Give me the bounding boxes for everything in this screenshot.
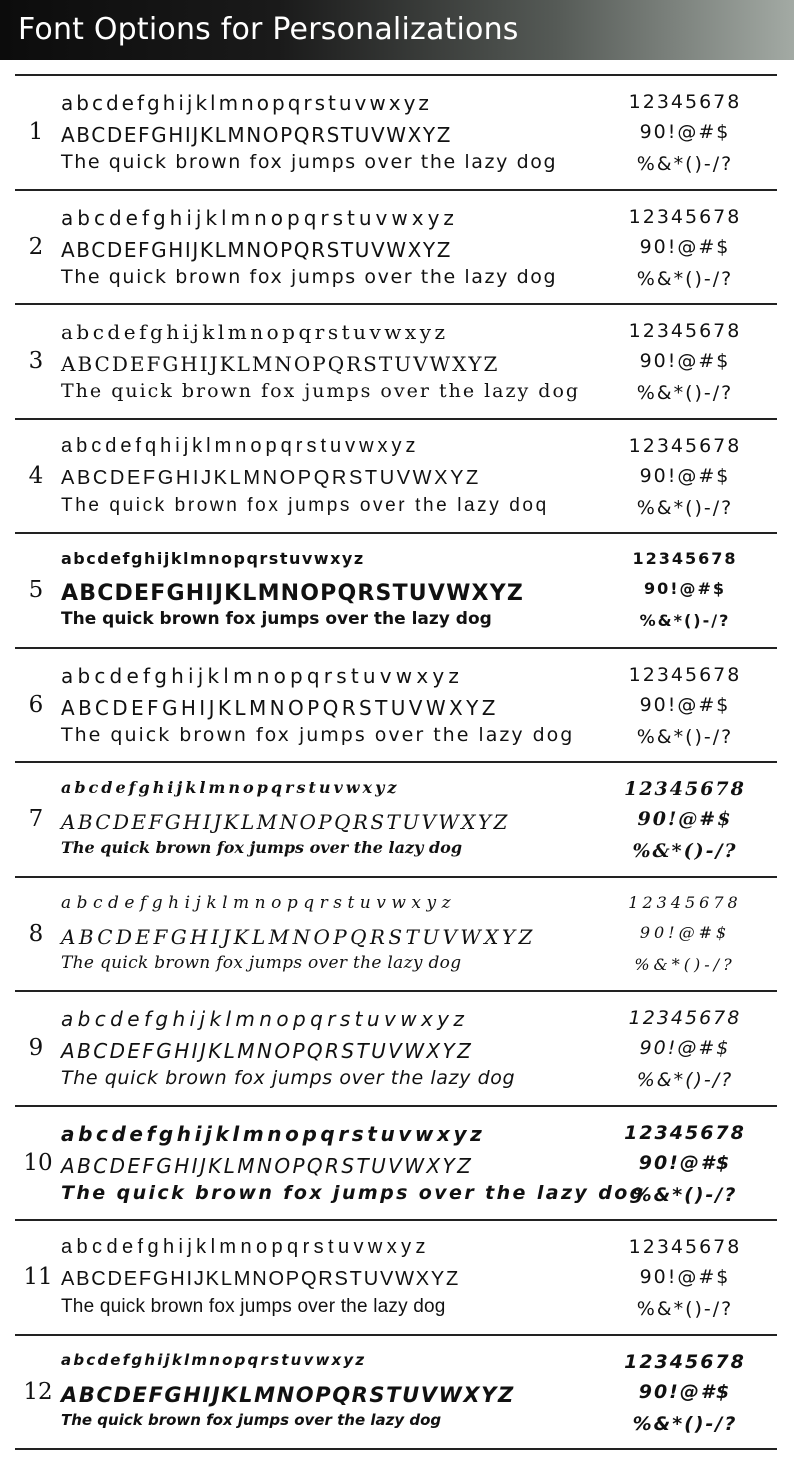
font-number: 1 <box>28 119 44 146</box>
digits-symbols-sample: 90!@#$ <box>639 693 731 716</box>
pangram-sample: The quick brown fox jumps over the lazy dog <box>61 952 462 973</box>
symbols-sample: %&*()-/? <box>636 496 734 519</box>
font-option-2 <box>15 191 777 304</box>
digits-sample: 12345678 <box>624 778 746 800</box>
font-option-1 <box>15 76 777 189</box>
pangram-sample: The quick brown fox jumps over the lazy dog <box>61 265 558 288</box>
uppercase-sample: ABCDEFGHIJKLMNOPQRSTUVWXYZ <box>61 810 510 834</box>
digits-symbols-sample: 90!@#$ <box>639 464 731 487</box>
symbols-sample: %&*()-/? <box>639 611 731 630</box>
font-option-11 <box>15 1221 777 1334</box>
font-option-5 <box>15 534 777 647</box>
font-options-list <box>15 74 777 1450</box>
font-number: 11 <box>23 1264 53 1291</box>
uppercase-sample: ABCDEFGHIJKLMNOPQRSTUVWXYZ <box>61 1153 474 1178</box>
pangram-sample: The quick brown fox jumps over the lazy dog <box>61 151 558 173</box>
symbols-sample: %&*()-/? <box>634 954 736 974</box>
pangram-sample: The quick brown fox jumps over the lazy dog <box>61 1410 442 1429</box>
lowercase-sample: abcdefghijklmnopqrstuvwxyz <box>61 1236 430 1258</box>
font-number: 4 <box>28 462 44 489</box>
lowercase-sample: abcdefqhijklmnopqrstuvwxyz <box>61 434 420 457</box>
lowercase-sample: abcdefghijklmnopqrstuvwxyz <box>61 1007 469 1031</box>
digits-sample: 12345678 <box>628 1007 742 1029</box>
symbols-sample: %&*()-/? <box>636 725 734 748</box>
font-number: 6 <box>28 691 44 718</box>
symbols-sample: %&*()-/? <box>632 840 738 862</box>
lowercase-sample: abcdefghijklmnopqrstuvwxyz <box>61 91 432 115</box>
symbols-sample: %&*()-/? <box>636 1298 734 1320</box>
font-option-4 <box>15 420 777 533</box>
lowercase-sample: abcdefghijklmnopqrstuvwxyz <box>61 663 464 688</box>
font-option-10 <box>15 1107 777 1220</box>
pangram-sample: The quick brown fox jumps over the lazy dog <box>61 1296 446 1317</box>
symbols-sample: %&*()-/? <box>636 267 734 290</box>
digits-symbols-sample: 90!@#$ <box>639 922 731 942</box>
pangram-sample: The quick brown fox jumps over the lazy dog <box>61 609 492 629</box>
digits-symbols-sample: 90!@#$ <box>638 1380 732 1403</box>
digits-symbols-sample: 90!@#$ <box>639 121 731 143</box>
pangram-sample: The quick brown fox jumps over the lazy dog <box>61 723 575 746</box>
lowercase-sample: abcdefghijklmnopqrstuvwxyz <box>61 1121 486 1146</box>
symbols-sample: %&*()-/? <box>636 382 734 404</box>
digits-sample: 12345678 <box>628 892 742 912</box>
font-number: 8 <box>28 920 44 947</box>
uppercase-sample: ABCDEFGHIJKLMNOPQRSTUVWXYZ <box>61 123 453 147</box>
digits-symbols-sample: 90!@#$ <box>637 808 733 830</box>
digits-sample: 12345678 <box>632 549 738 568</box>
font-number: 10 <box>23 1149 53 1176</box>
uppercase-sample: ABCDEFGHIJKLMNOPQRSTUVWXYZ <box>61 1039 474 1063</box>
uppercase-sample: ABCDEFGHIJKLMNOPQRSTUVWXYZ <box>61 237 453 262</box>
lowercase-sample: abcdefghijklmnopqrstuvwxyz <box>61 892 457 913</box>
font-number: 7 <box>28 806 44 833</box>
uppercase-sample: ABCDEFGHIJKLMNOPQRSTUVWXYZ <box>61 924 536 949</box>
digits-symbols-sample: 90!@#$ <box>639 350 731 372</box>
symbols-sample: %&*()-/? <box>636 1069 734 1091</box>
font-option-8 <box>15 878 777 991</box>
digits-symbols-sample: 90!@#$ <box>639 1037 731 1059</box>
page-title: Font Options for Personalizations <box>18 12 519 47</box>
font-number: 9 <box>28 1035 44 1062</box>
digits-symbols-sample: 90!@#$ <box>639 235 731 258</box>
font-number: 3 <box>28 348 44 375</box>
uppercase-sample: ABCDEFGHIJKLMNOPQRSTUVWXYZ <box>61 1268 461 1290</box>
divider <box>15 1448 777 1450</box>
lowercase-sample: abcdefghijklmnopqrstuvwxyz <box>61 205 458 230</box>
digits-symbols-sample: 90!@#$ <box>639 1266 731 1288</box>
lowercase-sample: abcdefghijklmnopqrstuvwxyz <box>61 320 449 344</box>
pangram-sample: The quick brown fox jumps over the lazy dog <box>61 838 462 857</box>
font-option-3 <box>15 305 777 418</box>
uppercase-sample: ABCDEFGHIJKLMNOPQRSTUVWXYZ <box>61 581 524 606</box>
pangram-sample: The quick brown fox jumps over the lazy doq <box>61 494 549 516</box>
symbols-sample: %&*()-/? <box>636 153 734 175</box>
symbols-sample: %&*()-/? <box>632 1412 738 1435</box>
digits-sample: 12345678 <box>628 320 742 342</box>
pangram-sample: The quick brown fox jumps over the lazy dog <box>61 1067 516 1089</box>
pangram-sample: The quick brown fox jumps over the lazy dog <box>61 380 581 402</box>
pangram-sample: The quick brown fox jumps over the lazy dog <box>61 1181 646 1204</box>
digits-sample: 12345678 <box>628 434 742 457</box>
uppercase-sample: ABCDEFGHIJKLMNOPQRSTUVWXYZ <box>61 352 500 376</box>
font-number: 5 <box>28 577 44 604</box>
symbols-sample: %&*()-/? <box>632 1183 738 1206</box>
digits-sample: 12345678 <box>628 663 742 686</box>
font-option-9 <box>15 992 777 1105</box>
digits-sample: 12345678 <box>628 1236 742 1258</box>
font-option-7 <box>15 763 777 876</box>
digits-sample: 12345678 <box>624 1350 746 1373</box>
digits-symbols-sample: 90!@#$ <box>638 1151 732 1174</box>
font-option-12 <box>15 1336 777 1449</box>
digits-sample: 12345678 <box>628 91 742 113</box>
font-option-6 <box>15 649 777 762</box>
font-number: 12 <box>23 1378 53 1405</box>
uppercase-sample: ABCDEFGHIJKLMNOPQRSTUVWXYZ <box>61 466 481 489</box>
digits-sample: 12345678 <box>628 205 742 228</box>
font-number: 2 <box>28 233 44 260</box>
lowercase-sample: abcdefghijklmnopqrstuvwxyz <box>61 549 365 568</box>
lowercase-sample: abcdefghijklmnopqrstuvwxyz <box>61 1350 367 1369</box>
digits-sample: 12345678 <box>624 1121 746 1144</box>
digits-symbols-sample: 90!@#$ <box>643 579 727 598</box>
page-header <box>0 0 794 60</box>
uppercase-sample: ABCDEFGHIJKLMNOPQRSTUVWXYZ <box>61 1382 515 1407</box>
lowercase-sample: abcdefghijklmnopqrstuvwxyz <box>61 778 400 797</box>
uppercase-sample: ABCDEFGHIJKLMNOPQRSTUVWXYZ <box>61 695 499 720</box>
